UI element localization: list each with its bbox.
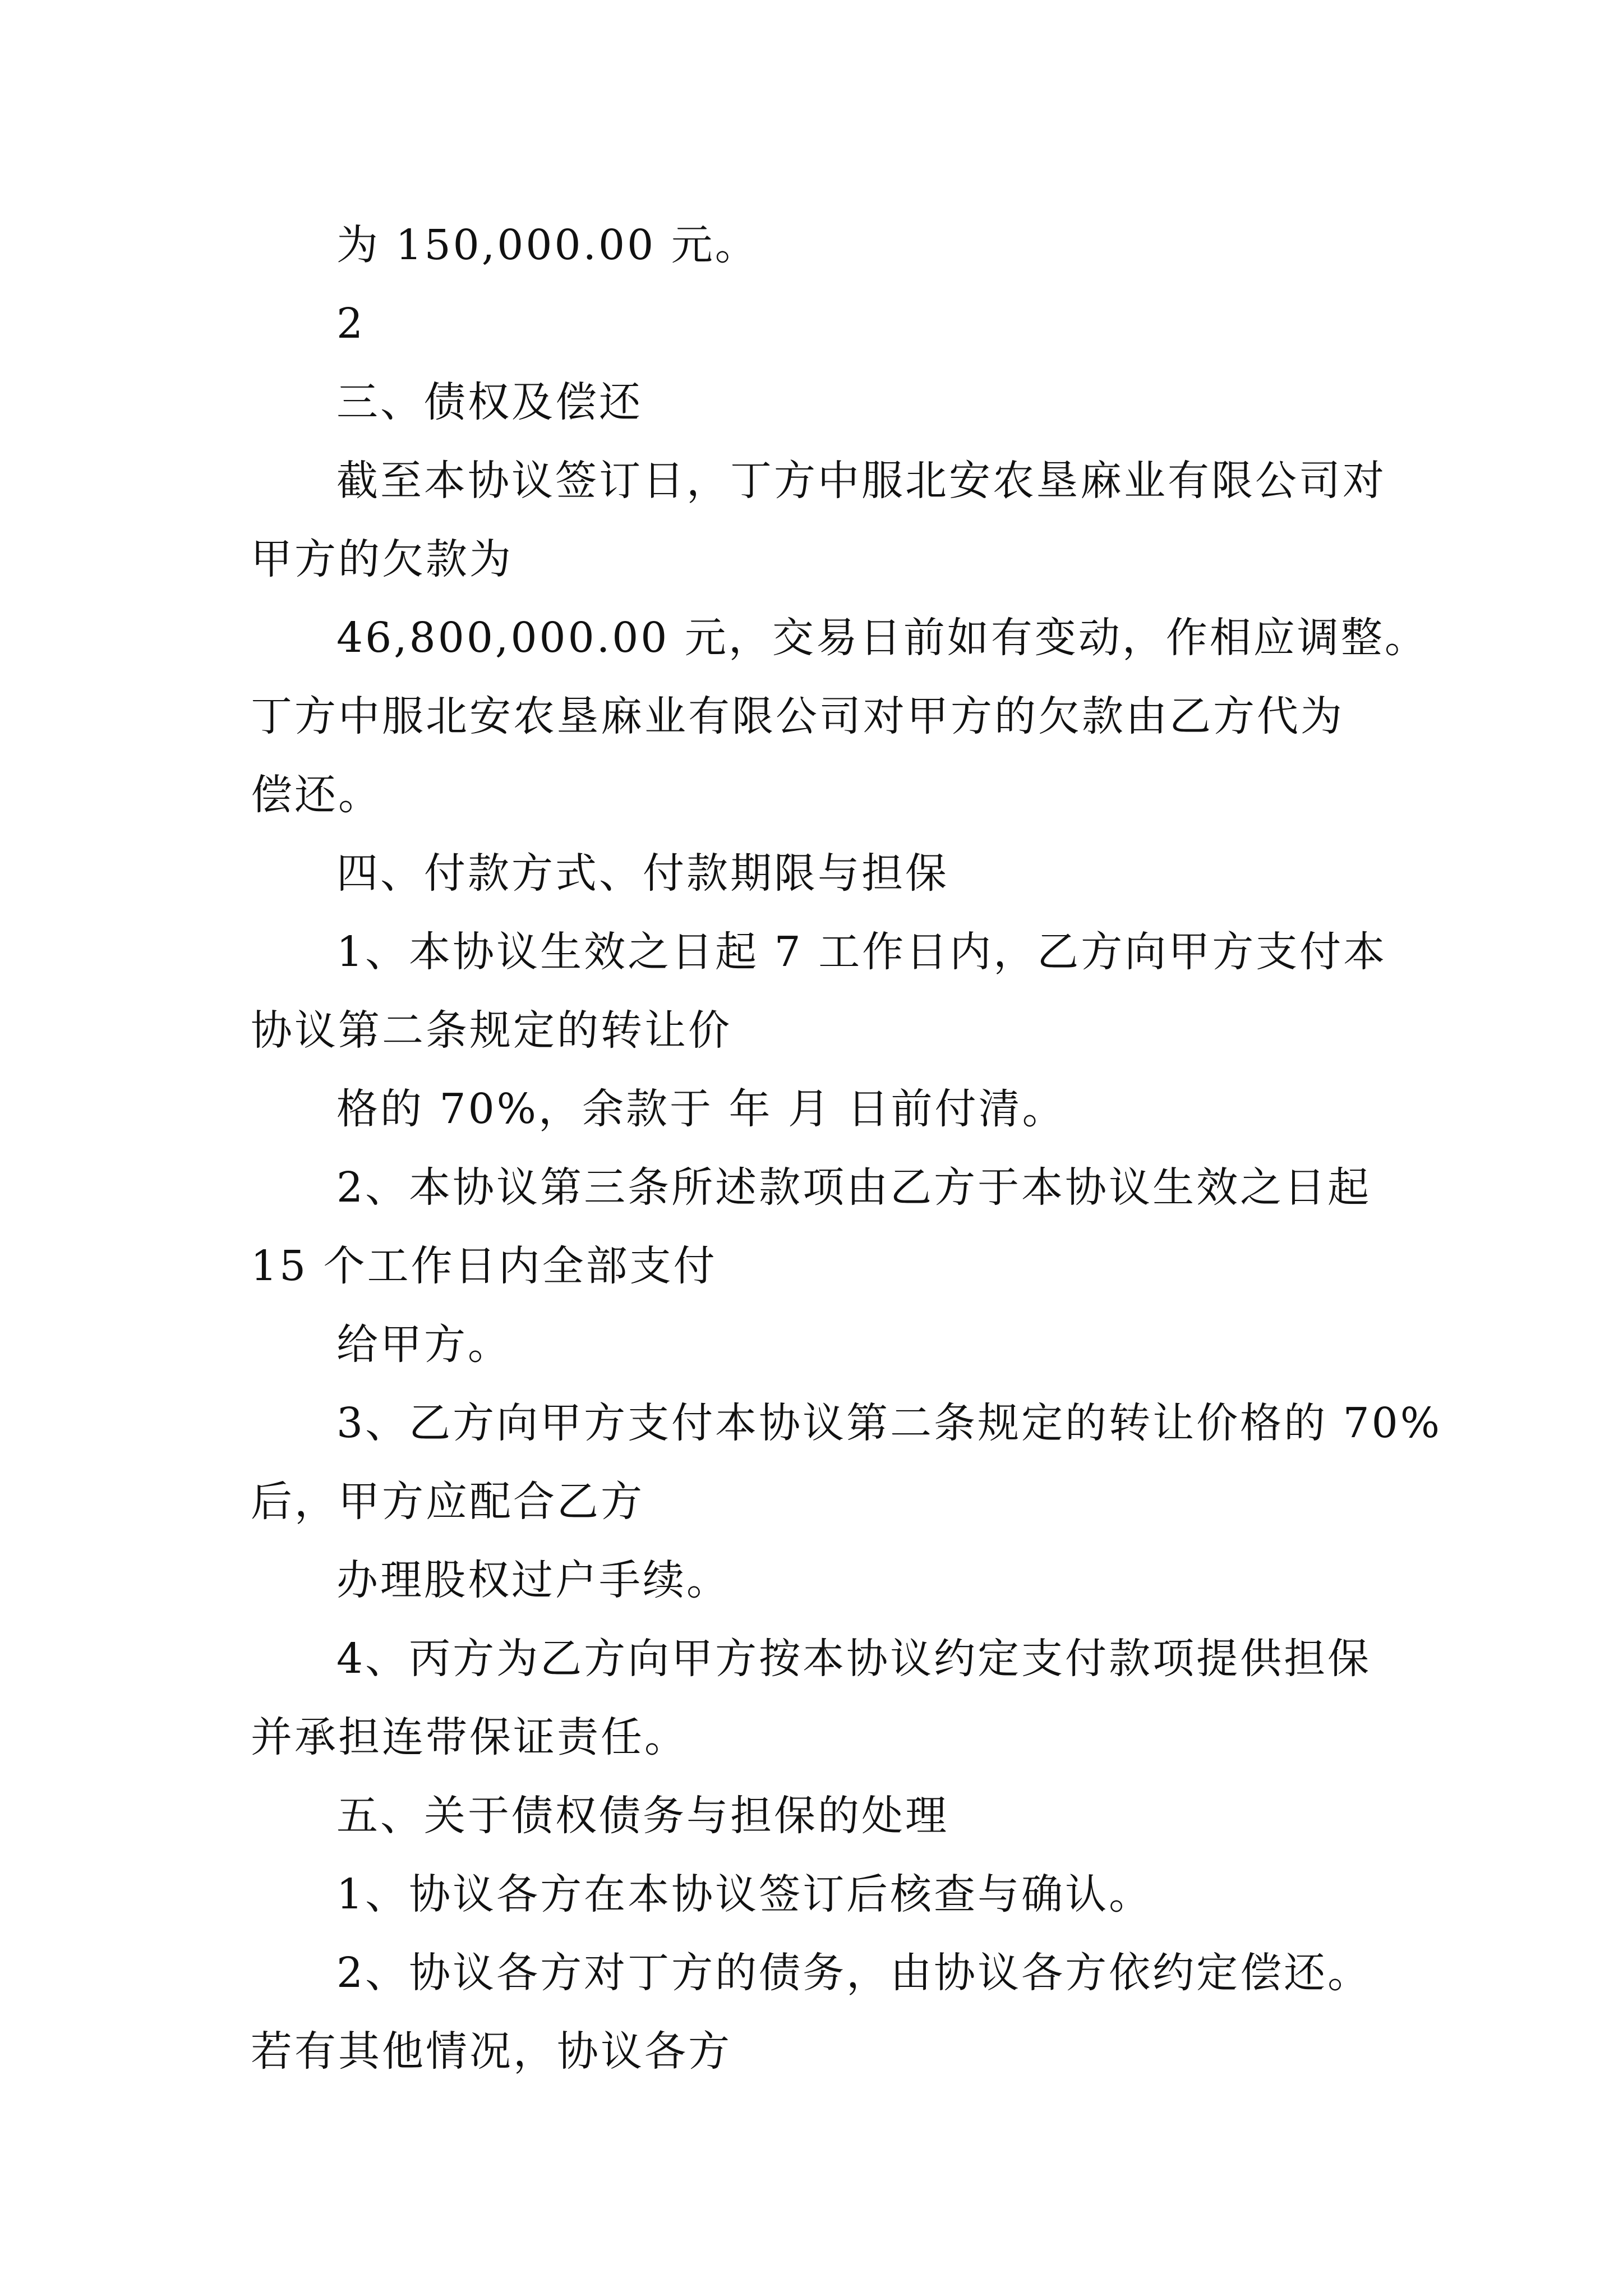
text-line: 格的 70%，余款于 年 月 日前付清。 xyxy=(336,1085,1066,1133)
text-line: 2、协议各方对丁方的债务，由协议各方依约定偿还。 xyxy=(336,1949,1372,1997)
text-line: 甲方的欠款为 xyxy=(251,535,513,583)
text-line: 1、协议各方在本协议签订后核查与确认。 xyxy=(336,1870,1153,1918)
text-line: 若有其他情况，协议各方 xyxy=(251,2027,732,2076)
text-line: 15 个工作日内全部支付 xyxy=(251,1242,717,1290)
text-line: 3、乙方向甲方支付本协议第二条规定的转让价格的 70% xyxy=(336,1399,1442,1447)
text-line: 截至本协议签订日，丁方中服北安农垦麻业有限公司对 xyxy=(336,457,1386,505)
text-line: 2、本协议第三条所述款项由乙方于本协议生效之日起 xyxy=(336,1163,1372,1212)
text-line: 丁方中服北安农垦麻业有限公司对甲方的欠款由乙方代为 xyxy=(251,692,1344,740)
text-line: 后，甲方应配合乙方 xyxy=(251,1478,644,1526)
text-line: 为 150,000.00 元。 xyxy=(336,221,759,269)
section-heading: 五、关于债权债务与担保的处理 xyxy=(336,1792,949,1840)
text-line: 给甲方。 xyxy=(336,1320,511,1369)
page-number: 2 xyxy=(336,300,366,348)
text-line: 1、本协议生效之日起 7 工作日内，乙方向甲方支付本 xyxy=(336,928,1387,976)
text-line: 并承担连带保证责任。 xyxy=(251,1713,688,1761)
text-line: 办理股权过户手续。 xyxy=(336,1556,730,1604)
text-line: 协议第二条规定的转让价 xyxy=(251,1006,732,1055)
section-heading: 三、债权及偿还 xyxy=(336,378,643,426)
section-heading: 四、付款方式、付款期限与担保 xyxy=(336,849,949,898)
text-line: 46,800,000.00 元，交易日前如有变动，作相应调整。 xyxy=(336,614,1428,662)
text-line: 4、丙方为乙方向甲方按本协议约定支付款项提供担保 xyxy=(336,1635,1372,1683)
text-line: 偿还。 xyxy=(251,771,382,819)
